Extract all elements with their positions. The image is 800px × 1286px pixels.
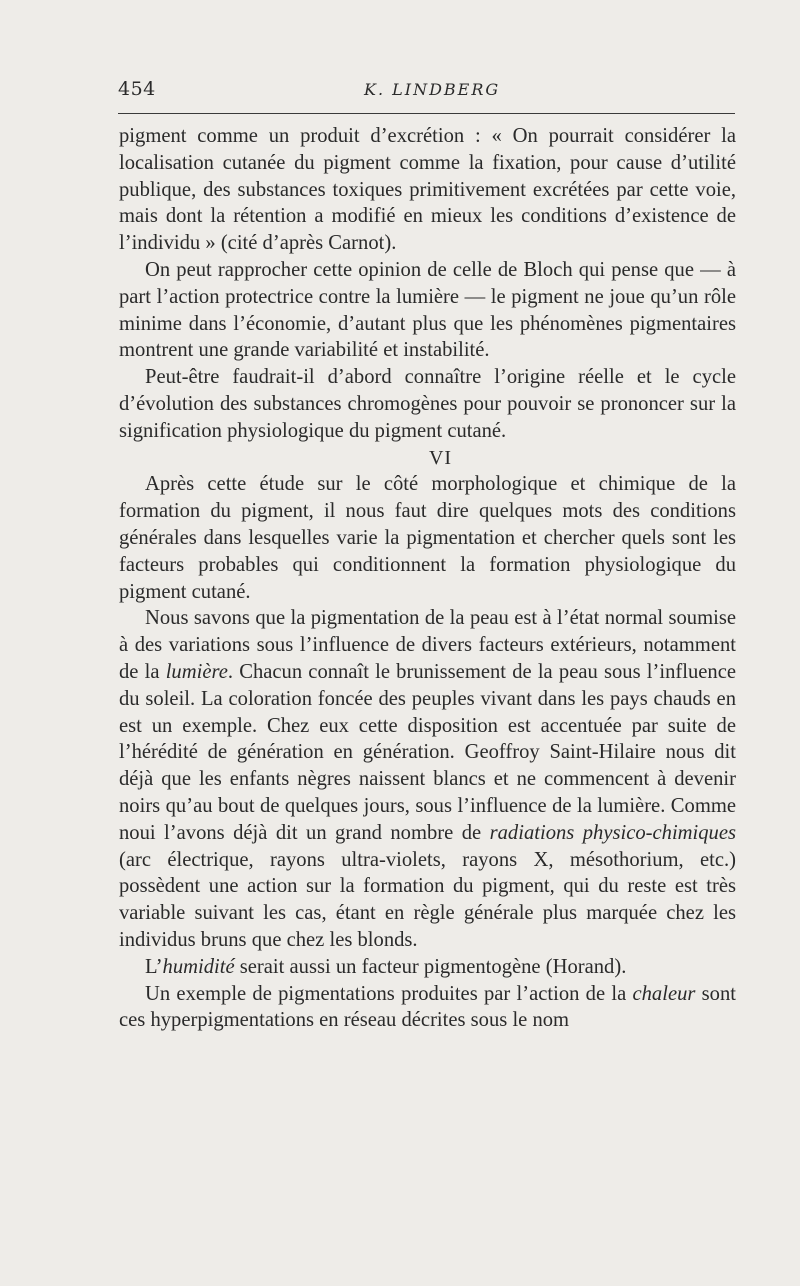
running-head: K. LINDBERG	[364, 80, 501, 99]
text-run: . Chacun connaît le brunissement de la peau sous l’influence du soleil. La coloration foncée des peuples vivant dans les pays chauds en est un exemple. Chez eux cette disposition est accentuée par suite de l’hérédité de génération en génération. Geoffroy Saint-Hilaire nous dit déjà que les enfants nègres naissent blancs et ne commencent à devenir noirs qu’au bout de quelques jours, sous l’influence de la lumière. Comme noui l’avons déjà dit un grand nombre de	[119, 660, 736, 844]
text-run: L’	[145, 955, 163, 978]
text-run: Un exemple de pigmentations produites par l’action de la	[145, 982, 633, 1005]
italic-term: chaleur	[632, 982, 696, 1005]
text-run: sont ces hyperpigmentations en réseau décrites sous le nom	[119, 982, 736, 1032]
page-number: 454	[118, 78, 156, 100]
paragraph-origine: Peut-être faudrait-il d’abord connaître l’origine réelle et le cycle d’évolution des substances chromogènes pour pouvoir se prononcer sur la signification physiologique du pigment cutané.	[119, 366, 736, 442]
paragraph-bloch: On peut rapprocher cette opinion de celle de Bloch qui pense que — à part l’action protectrice contre la lumière — le pigment ne joue qu’un rôle minime dans l’économie, d’autant plus que les phénomènes pigmentaires montrent une grande variabilité et instabilité.	[119, 258, 736, 362]
text-run: serait aussi un facteur pigmentogène (Horand).	[234, 955, 627, 978]
section-heading: VI	[428, 446, 453, 469]
text-run: Nous savons que la pigmentation de la peau est à l’état normal soumise à des variations sous l’influence de divers facteurs extérieurs, notamment de la	[119, 607, 736, 683]
italic-term: radiations physico-chimiques	[489, 821, 737, 844]
italic-term: humidité	[162, 955, 235, 978]
header-rule	[118, 113, 735, 114]
paragraph-intro-vi: Après cette étude sur le côté morphologique et chimique de la formation du pigment, il nous faut dire quelques mots des conditions générales dans lesquelles varie la pigmentation et chercher quels sont les facteurs probables qui conditionnent la formation physiologique du pigment cutané.	[119, 473, 736, 603]
paragraph-lumiere	[119, 605, 736, 953]
page-header	[118, 78, 738, 108]
text-run: (arc électrique, rayons ultra-violets, rayons X, mésothorium, etc.) possèdent une action sur la formation du pigment, qui du reste est très variable suivant les cas, étant en règle générale plus marquée chez les individus bruns que chez les blonds.	[119, 848, 736, 951]
body-text	[119, 123, 736, 1034]
italic-term: lumière	[165, 660, 228, 683]
paragraph-continued: pigment comme un produit d’excrétion : « On pourrait considérer la localisation cutanée du pigment comme la fixation, pour cause d’utilité publique, des substances toxiques primitivement excrétées par cette voie, mais dont la rétention a modifié en mieux les conditions d’existence de l’individu » (cité d’après Carnot).	[119, 125, 736, 255]
paragraph-chaleur	[119, 981, 736, 1035]
paragraph-humidite	[119, 954, 736, 981]
